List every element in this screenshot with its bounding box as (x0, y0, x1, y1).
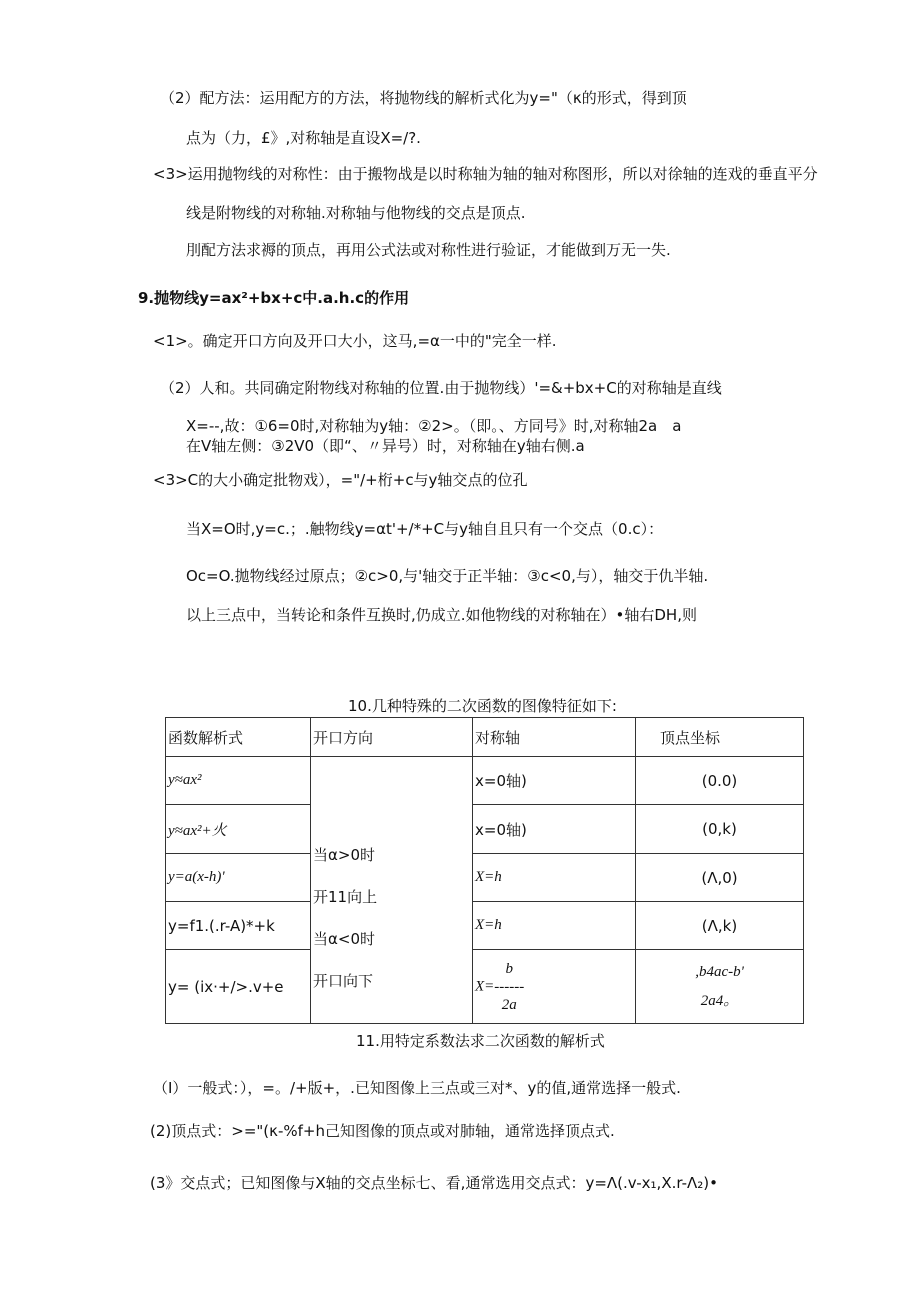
p2-line1: （2）配方法：运用配方的方法，将抛物线的解析式化为y="（κ的形式，得到顶 (160, 89, 687, 107)
table-row (166, 757, 804, 805)
fraction-numerator: b (505, 960, 514, 977)
direction-line: 当α<0时 (313, 930, 375, 948)
section-9-item1: <1>。确定开口方向及开口大小，这马,=α一中的"完全一样. (153, 332, 557, 350)
section-9-item3-c: 以上三点中，当转论和条件互换时,仍成立.如他物线的对称轴在）•轴右DH,则 (186, 606, 697, 624)
row-axis (473, 950, 636, 1024)
section-10-title: 10.几种特殊的二次函数的图像特征如下: (348, 697, 617, 715)
section-9-item2: （2）人和。共同确定附物线对称轴的位置.由于抛物线）'=&+bx+C的对称轴是直线 (160, 379, 722, 397)
table-header-row (166, 718, 804, 757)
p3-line2: 线是附物线的对称轴.对称轴与他物线的交点是顶点. (186, 204, 526, 222)
table-row (166, 902, 804, 950)
section-9-item3-a: 当X=O时,y=c.；.触物线y=αt'+/*+C与y轴自且只有一个交点（0.c）： (186, 520, 664, 538)
direction-line: 开口向下 (313, 972, 374, 990)
section-11-item2: (2)顶点式：>="(κ-%f+h己知图像的顶点或对肺轴，通常选择顶点式. (150, 1122, 615, 1140)
vertex-line2: 2a4。 (700, 992, 739, 1009)
row-formula: y≈ax²+火 (166, 805, 311, 854)
header-direction: 开口方向 (311, 718, 473, 757)
section-9-title: 9.抛物线y=ax²+bx+c中.a.h.c的作用 (138, 289, 410, 307)
row-axis: X=h (473, 854, 636, 902)
p3-line1: <3>运用抛物线的对称性：由于搬物战是以时称轴为轴的轴对称图形，所以对徐轴的连戏的垂直平分 (153, 165, 818, 183)
row-axis: X=h (473, 902, 636, 950)
table-row (166, 805, 804, 854)
fraction-bar: ------ (494, 978, 525, 995)
direction-cell (311, 757, 473, 1024)
row-vertex: (Λ,k) (636, 902, 804, 950)
section-11-item3: (3》交点式；已知图像与X轴的交点坐标七、看,通常选用交点式：y=Λ(.v-x₁,X.r-Λ₂)• (150, 1174, 718, 1192)
row-vertex: (Λ,0) (636, 854, 804, 902)
row-formula: y= (ix·+/>.v+e (166, 950, 311, 1024)
direction-line: 当α>0时 (313, 846, 375, 864)
axis-fraction (494, 960, 524, 1014)
vertex-line1: ,b4ac-b' (695, 963, 744, 980)
fraction-denominator: 2a (501, 996, 517, 1013)
section-11-item1: （I）一般式：），=。/+版+，.已知图像上三点或三对*、y的值,通常选择一般式. (153, 1079, 681, 1097)
table-row (166, 854, 804, 902)
row-formula: y≈ax² (166, 757, 311, 805)
quadratic-features-table (165, 717, 804, 1024)
section-11-title: 11.用特定系数法求二次函数的解析式 (356, 1032, 605, 1050)
row-axis: x=0轴) (473, 805, 636, 854)
direction-line: 开11向上 (313, 888, 378, 906)
section-9-item3: <3>C的大小确定批物戏），="/+桁+c与y轴交点的位孔 (153, 471, 528, 489)
row-vertex: (0,k) (636, 805, 804, 854)
row-vertex: (0.0) (636, 757, 804, 805)
table-row (166, 950, 804, 1024)
p2-line2: 点为（力，£》,对称轴是直设X=/?. (186, 129, 421, 147)
section-9-item2-c: 在V轴左侧：③2V0（即“、〃异号）时，对称轴在y轴右侧.a (186, 437, 585, 455)
row-vertex (636, 950, 804, 1024)
row-axis: x=0轴) (473, 757, 636, 805)
row-formula: y=f1.(.r-A)*+k (166, 902, 311, 950)
p3-line3: 刖配方法求褥的顶点，再用公式法或对称性进行验证，才能做到万无一失. (186, 241, 671, 259)
header-vertex: 顶点坐标 (636, 718, 804, 757)
section-9-item3-b: Oc=O.拋物线经过原点；②c>0,与'轴交于正半轴：③c<0,与），轴交于仇半轴. (186, 567, 709, 585)
header-formula: 函数解析式 (166, 718, 311, 757)
section-9-item2-b: X=--,故：①6=0时,对称轴为y轴：②2>。（即。、方同号》时,对称轴2a a (186, 417, 682, 435)
axis-prefix: X= (475, 977, 495, 994)
row-formula: y=a(x-h)' (166, 854, 311, 902)
header-axis: 对称轴 (473, 718, 636, 757)
